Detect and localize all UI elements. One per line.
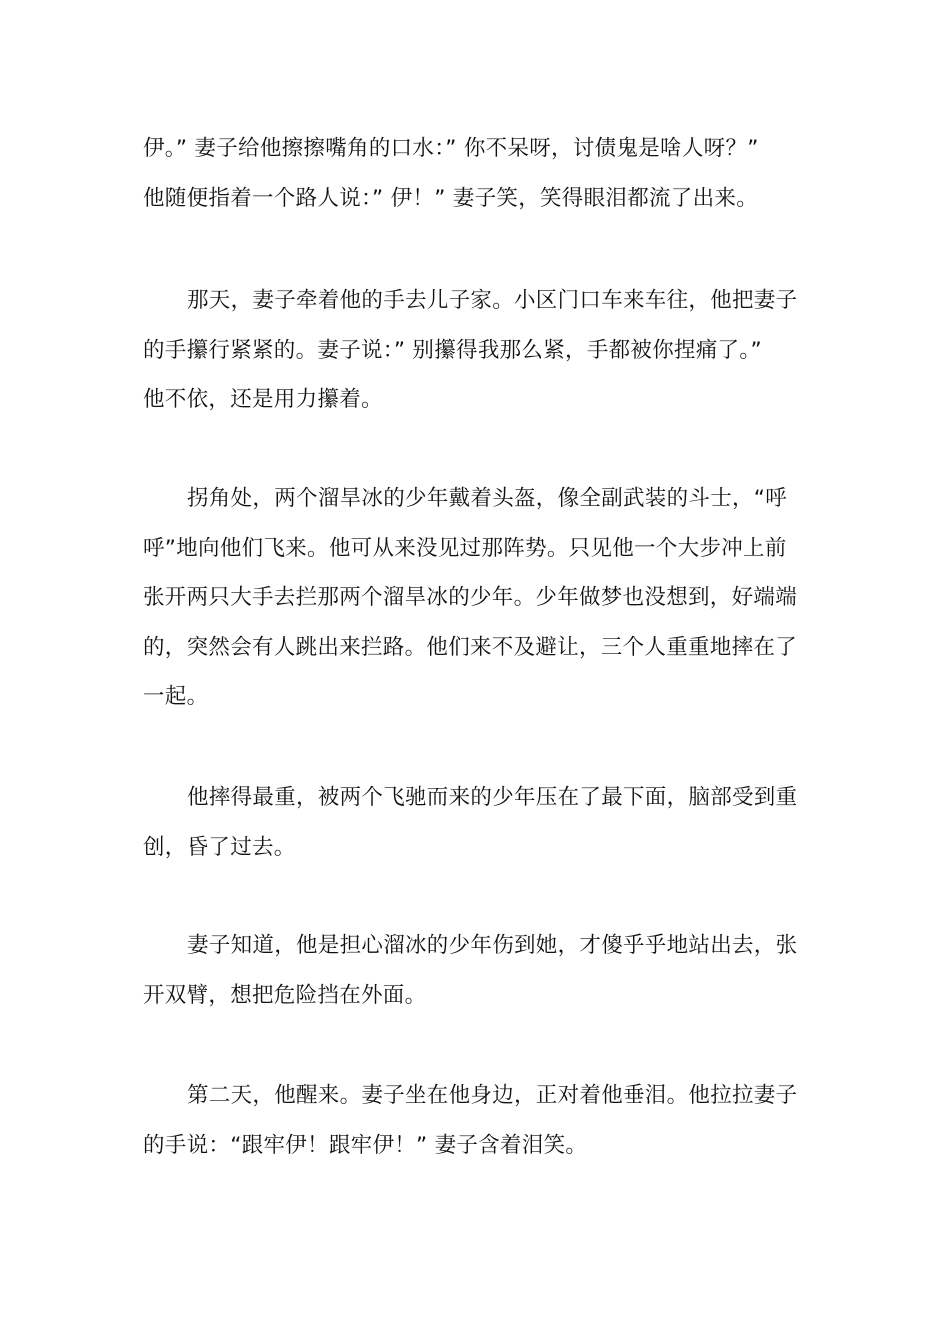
text-line: 他随便指着一个路人说：” 伊！” 妻子笑，笑得眼泪都流了出来。 (143, 185, 758, 211)
paragraph-1 (143, 124, 813, 223)
text-line: 那天，妻子牵着他的手去儿子家。小区门口车来车往，他把妻子 (187, 288, 798, 313)
text-line: 的手说：“跟牢伊！跟牢伊！” 妻子含着泪笑。 (143, 1132, 588, 1158)
text-line: 伊。” 妻子给他擦擦嘴角的口水：” 你不呆呀，讨债鬼是啥人呀？” (143, 136, 759, 161)
text-line: 开双臂，想把危险挡在外面。 (143, 982, 427, 1008)
text-line: 他摔得最重，被两个飞驰而来的少年压在了最下面，脑部受到重 (187, 785, 798, 810)
paragraph-4 (143, 773, 813, 872)
text-line: 的手攥行紧紧的。妻子说：” 别攥得我那么紧，手都被你捏痛了。” (143, 337, 762, 363)
paragraph-5 (143, 921, 813, 1020)
text-line: 张开两只大手去拦那两个溜旱冰的少年。少年做梦也没想到，好端端 (143, 585, 798, 610)
paragraph-2 (143, 276, 813, 425)
text-line: 妻子知道，他是担心溜冰的少年伤到她，才傻乎乎地站出去，张 (187, 933, 798, 958)
text-line: 他不依，还是用力攥着。 (143, 387, 383, 412)
text-line: 一起。 (143, 684, 209, 709)
paragraph-3 (143, 474, 813, 722)
text-line: 呼”地向他们飞来。他可从来没见过那阵势。只见他一个大步冲上前 (143, 535, 787, 561)
text-line: 拐角处，两个溜旱冰的少年戴着头盔，像全副武装的斗士，“呼 (187, 486, 788, 511)
text-line: 第二天，他醒来。妻子坐在他身边，正对着他垂泪。他拉拉妻子 (187, 1083, 798, 1108)
paragraph-6 (143, 1071, 813, 1170)
text-line: 的，突然会有人跳出来拦路。他们来不及避让，三个人重重地摔在了 (143, 634, 798, 660)
text-line: 创，昏了过去。 (143, 834, 296, 860)
